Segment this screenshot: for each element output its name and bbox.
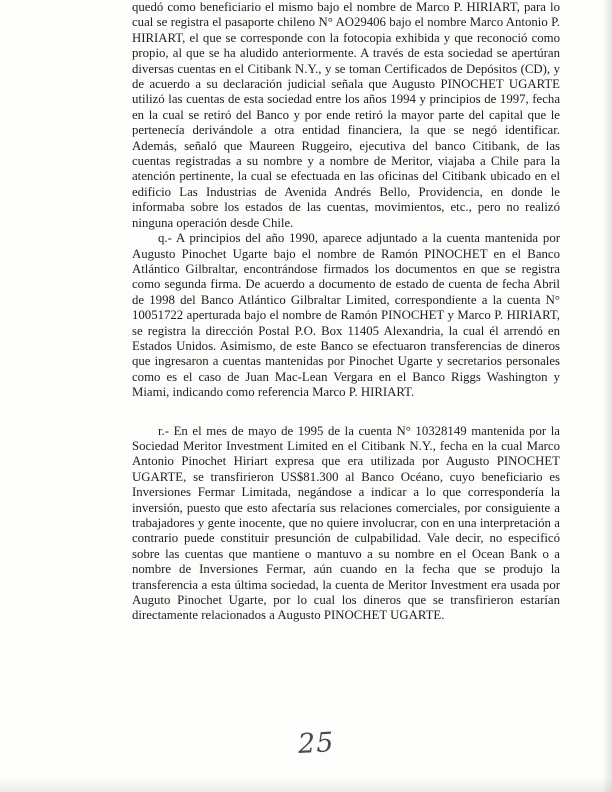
scan-edge-shadow bbox=[602, 0, 612, 792]
paragraph-r: r.- En el mes de mayo de 1995 de la cuenta N° 10328149 mantenida por la Sociedad Meritor Investment Limited en el Citibank N.Y., fecha en la cual Marco Antonio Pinochet Hiriart expresa que era utilizada por Augusto PINOCHET UGARTE, se transfirieron US$81.300 al Banco Océano, cuyo beneficiario es Inversiones Fermar Limitada, negándose a indicar a lo que correspondería la inversión, puesto que esto afectaría sus relaciones comerciales, por consiguiente a trabajadores y gente inocente, que no quiere involucrar, con en una interpretación a contrario puede constituir presunción de culpabilidad. Vale decir, no especificó sobre las cuentas que mantiene o mantuvo a su nombre en el Ocean Bank o a nombre de Inversiones Fermar, aún cuando en la fecha que se produjo la transferencia a esta última sociedad, la cuenta de Meritor Investment era usada por Auguto Pinochet Ugarte, por lo cual los dineros que se transfirieron estarían directamente relacionados a Augusto PINOCHET UGARTE. bbox=[132, 423, 560, 623]
paragraph-continued: quedó como beneficiario el mismo bajo el nombre de Marco P. HIRIART, para lo cual se registra el pasaporte chileno N° AO29406 bajo el nombre Marco Antonio P. HIRIART, el que se corresponde con la fotocopia exhibida y que reconoció como propio, al que se ha aludido anteriormente. A través de esta sociedad se apertúran diversas cuentas en el Citibank N.Y., y se toman Certificados de Depósitos (CD), y de acuerdo a su declaración judicial señala que Augusto PINOCHET UGARTE utilizó las cuentas de esta sociedad entre los años 1994 y principios de 1997, fecha en la cual se retiró del Banco y por ende retiró la mayor parte del capital que le pertenecía derivándole a otra entidad financiera, la que se negó identificar. Además, señaló que Maureen Ruggeiro, ejecutiva del banco Citibank, de las cuentas registradas a su nombre y a nombre de Meritor, viajaba a Chile para la atención pertinente, la cual se efectuada en las oficinas del Citibank ubicado en el edificio Las Industrias de Avenida Andrés Bello, Providencia, en donde le informaba sobre los estados de las cuentas, movimientos, etc., pero no realizó ninguna operación desde Chile. bbox=[132, 0, 560, 230]
scan-bottom-shadow bbox=[0, 778, 612, 792]
handwritten-page-number: 25 bbox=[297, 727, 336, 760]
document-body bbox=[132, 0, 560, 624]
paragraph-spacer bbox=[132, 401, 560, 424]
paragraph-q: q.- A principios del año 1990, aparece adjuntado a la cuenta mantenida por Augusto Pinochet Ugarte bajo el nombre de Ramón PINOCHET en el Banco Atlántico Gilbraltar, encontrándose firmados los documentos en que se registra como segunda firma. De acuerdo a documento de estado de cuenta de fecha Abril de 1998 del Banco Atlántico Gilbraltar Limited, correspondiente a la cuenta N° 10051722 aperturada bajo el nombre de Ramón PINOCHET y Marco P. HIRIART, se registra la dirección Postal P.O. Box 11405 Alexandria, la cual él arrendó en Estados Unidos. Asimismo, de este Banco se efectuaron transferencias de dineros que ingresaron a cuentas mantenidas por Pinochet Ugarte y secretarios personales como es el caso de Juan Mac-Lean Vergara en el Banco Riggs Washington y Miami, indicando como referencia Marco P. HIRIART. bbox=[132, 231, 560, 400]
